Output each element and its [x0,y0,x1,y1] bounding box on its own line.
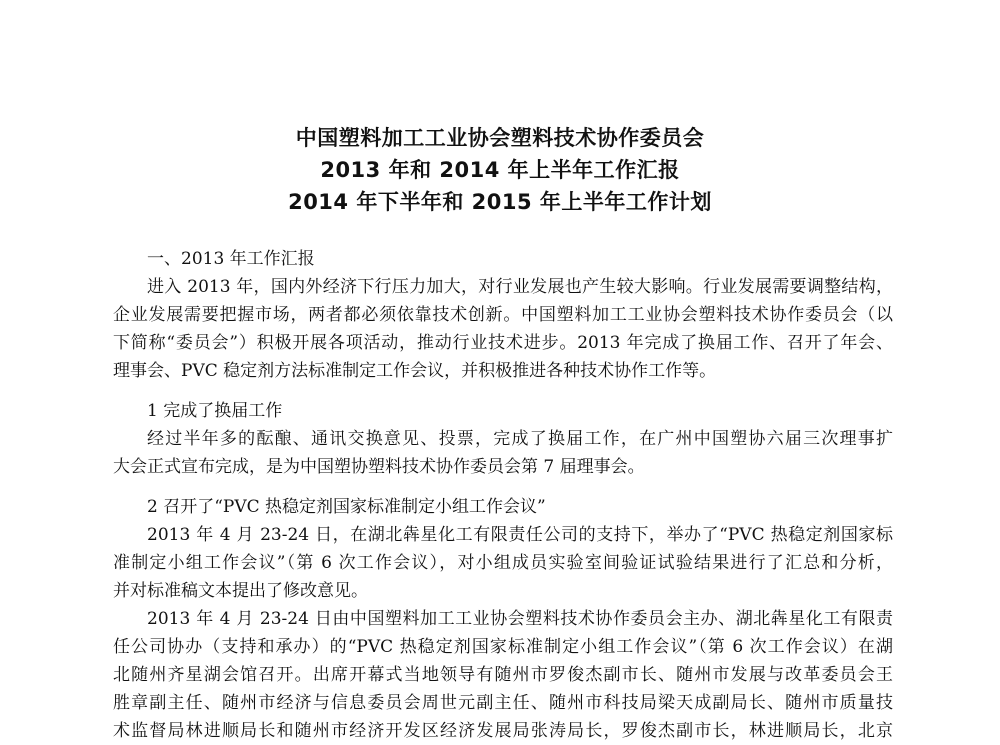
item-heading: 1 完成了换届工作 [147,401,283,421]
text-line: 大会正式宣布完成，是为中国塑协塑料技术协作委员会第 7 届理事会。 [113,457,645,477]
text-line: 任公司协办（支持和承办）的“PVC 热稳定剂国家标准制定小组工作会议”（第 6 次工作会议）在湖 [113,637,893,657]
paragraph [113,521,893,605]
text-line: 北随州齐星湖会馆召开。出席开幕式当地领导有随州市罗俊杰副市长、随州市发展与改革委员会王 [113,665,893,685]
text-line: 胜章副主任、随州市经济与信息委员会周世元副主任、随州市科技局梁天成副局长、随州市质量技 [113,693,893,713]
document-title-block [0,122,1000,218]
text-line: 进入 2013 年，国内外经济下行压力加大，对行业发展也产生较大影响。行业发展需要调整结构， [147,277,893,297]
paragraph [113,273,893,385]
text-line: 术监督局林进顺局长和随州市经济开发区经济发展局张涛局长，罗俊杰副市长，林进顺局长，北京 [113,721,893,741]
paragraph [113,425,893,481]
paragraph [113,605,893,745]
text-line: 并对标准稿文本提出了修改意见。 [113,581,368,601]
text-line: 2013 年 4 月 23-24 日由中国塑料加工工业协会塑料技术协作委员会主办、湖北犇星化工有限责 [147,609,893,629]
text-line: 经过半年多的酝酿、通讯交换意见、投票，完成了换届工作，在广州中国塑协六届三次理事扩 [147,429,893,449]
text-line: 准制定小组工作会议”（第 6 次工作会议），对小组成员实验室间验证试验结果进行了汇总和分析， [113,553,893,573]
text-line: 企业发展需要把握市场，两者都必须依靠技术创新。中国塑料加工工业协会塑料技术协作委员会（以 [113,305,893,325]
section-heading: 一、2013 年工作汇报 [147,249,315,269]
text-line: 2013 年 4 月 23-24 日，在湖北犇星化工有限责任公司的支持下，举办了“PVC 热稳定剂国家标 [147,525,893,545]
item-heading: 2 召开了“PVC 热稳定剂国家标准制定小组工作会议” [147,497,546,517]
text-line: 下简称“委员会”）积极开展各项活动，推动行业技术进步。2013 年完成了换届工作、召开了年会、 [113,333,893,353]
document-subtitle-plan: 2014 年下半年和 2015 年上半年工作计划 [288,190,712,214]
document-subtitle-report: 2013 年和 2014 年上半年工作汇报 [320,158,680,182]
text-line: 理事会、PVC 稳定剂方法标准制定工作会议，并积极推进各种技术协作工作等。 [113,361,717,381]
document-body [113,245,893,745]
document-title: 中国塑料加工工业协会塑料技术协作委员会 [295,126,705,150]
